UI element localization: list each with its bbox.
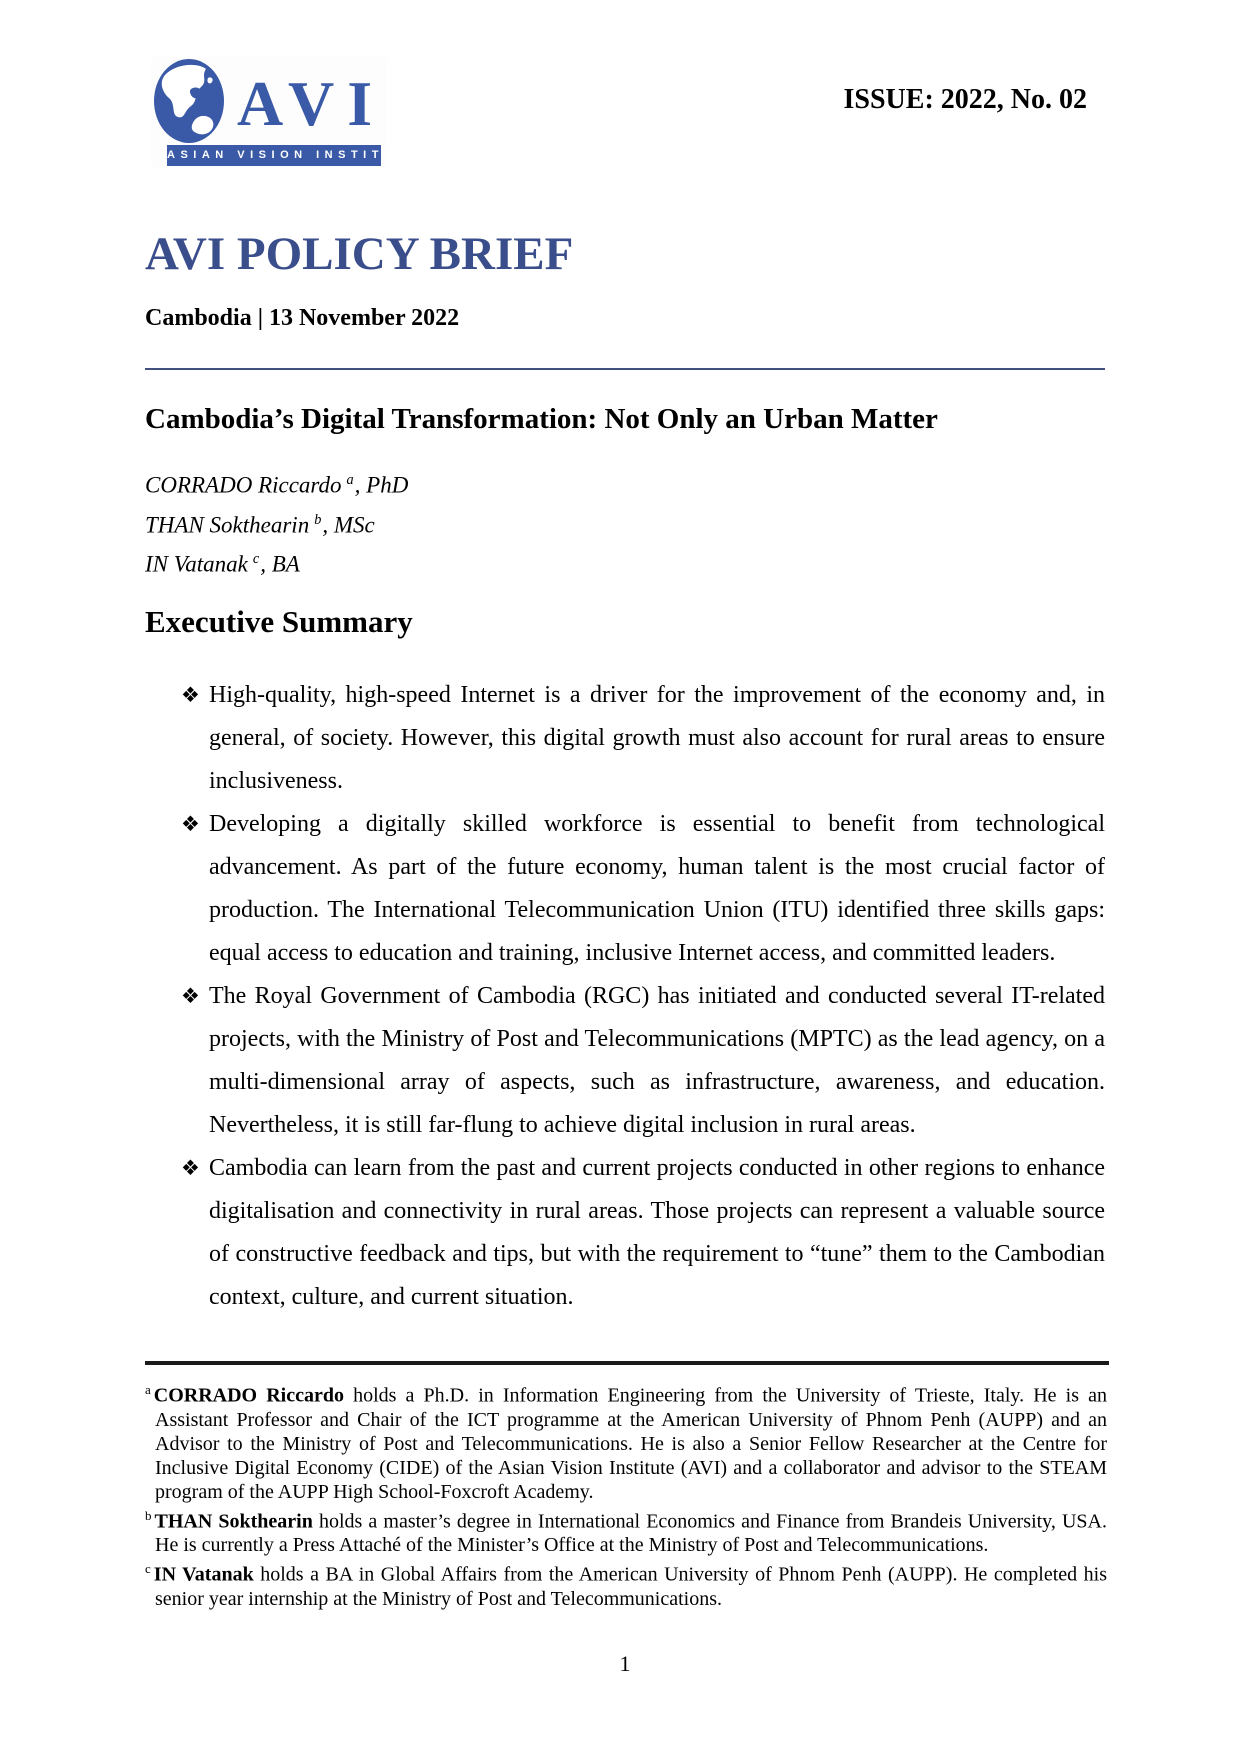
author-name: CORRADO Riccardo — [145, 472, 342, 498]
author-footnote-ref: a — [346, 472, 354, 488]
footnote — [145, 1378, 1107, 1504]
footnote-author: THAN Sokthearin — [154, 1510, 313, 1533]
header-divider — [145, 368, 1105, 370]
footnote-text: holds a BA in Global Affairs from the American University of Phnom Penh (AUPP). He completed his senior year internship at the Ministry of Post and Telecommunications. — [155, 1563, 1107, 1610]
dateline: Cambodia | 13 November 2022 — [145, 305, 460, 331]
diamond-bullet-icon: ❖ — [181, 1155, 200, 1180]
bullet-text: Cambodia can learn from the past and current projects conducted in other regions to enhance digitalisation and connectivity in rural areas. Those projects can represent a valuable source of constructive feedback and tips, but with the requirement to “tune” them to the Cambodian context, culture, and current situation. — [209, 1154, 1105, 1310]
page-number: 1 — [619, 1650, 631, 1676]
diamond-bullet-icon: ❖ — [181, 811, 200, 836]
author-line — [145, 542, 1105, 582]
bullet-text: The Royal Government of Cambodia (RGC) has initiated and conducted several IT-related projects, with the Ministry of Post and Telecommunications (MPTC) as the lead agency, on a multi-dimensional array of aspects, such as infrastructure, awareness, and education. Nevertheless, it is still far-flung to achieve digital inclusion in rural areas. — [209, 982, 1105, 1138]
footnote-text: holds a master’s degree in International Economics and Finance from Brandeis University, USA. He is currently a Press Attaché of the Minister’s Office at the Ministry of Post and Telecommunications. — [155, 1510, 1107, 1557]
diamond-bullet-icon: ❖ — [181, 983, 200, 1008]
avi-logo-banner: ASIAN VISION INSTITUTE — [167, 145, 381, 166]
avi-logo-acronym: AVI — [237, 68, 386, 139]
footnotes — [145, 1378, 1107, 1611]
footnote-marker: b — [145, 1507, 152, 1523]
footnote-marker: a — [145, 1381, 151, 1397]
avi-logo — [151, 57, 423, 167]
bullet-item — [181, 1147, 1105, 1319]
bullet-item — [181, 803, 1105, 975]
globe-asia-icon — [153, 58, 225, 144]
executive-summary-heading: Executive Summary — [145, 603, 413, 639]
diamond-bullet-icon: ❖ — [181, 682, 200, 707]
brief-title: AVI POLICY BRIEF — [145, 228, 574, 280]
author-name: IN Vatanak — [145, 551, 248, 577]
bullet-text: Developing a digitally skilled workforce is essential to benefit from technological advancement. As part of the future economy, human talent is the most crucial factor of production. The International Telecommunication Union (ITU) identified three skills gaps: equal access to education and training, inclusive Internet access, and committed leaders. — [209, 810, 1105, 966]
author-block — [145, 463, 1105, 582]
avi-logo-top — [153, 58, 385, 144]
page-header — [145, 57, 1105, 167]
bullet-text: High-quality, high-speed Internet is a driver for the improvement of the economy and, in general, of society. However, this digital growth must also account for rural areas to ensure inclusiveness. — [209, 681, 1105, 794]
author-degree: , PhD — [354, 472, 409, 498]
footnote — [145, 1557, 1107, 1611]
author-degree: , BA — [260, 551, 300, 577]
author-footnote-ref: b — [314, 511, 322, 528]
bullet-item — [181, 975, 1105, 1147]
footnote-separator — [145, 1361, 1109, 1365]
author-line — [145, 503, 1105, 543]
footnote — [145, 1504, 1107, 1558]
issue-label: ISSUE: 2022, No. 02 — [843, 84, 1087, 115]
author-line — [145, 463, 1105, 503]
executive-summary-list — [145, 674, 1105, 1319]
footnote-text: holds a Ph.D. in Information Engineering from the University of Trieste, Italy. He is an Assistant Professor and Chair of the ICT programme at the American University of Phnom Penh (AUPP) and an Advisor to the Ministry of Post and Telecommunications. He is also a Senior Fellow Researcher at the Centre for Inclusive Digital Economy (CIDE) of the Asian Vision Institute (AVI) and a collaborator and advisor to the STEAM program of the AUPP High School-Foxcroft Academy. — [155, 1384, 1107, 1503]
article-title: Cambodia’s Digital Transformation: Not Only an Urban Matter — [145, 403, 938, 435]
footnote-marker: c — [145, 1561, 151, 1577]
author-footnote-ref: c — [252, 551, 260, 568]
author-name: THAN Sokthearin — [145, 512, 310, 538]
footnote-author: IN Vatanak — [153, 1563, 254, 1586]
footnote-author: CORRADO Riccardo — [153, 1384, 344, 1407]
author-degree: , MSc — [322, 512, 375, 538]
bullet-item — [181, 674, 1105, 803]
